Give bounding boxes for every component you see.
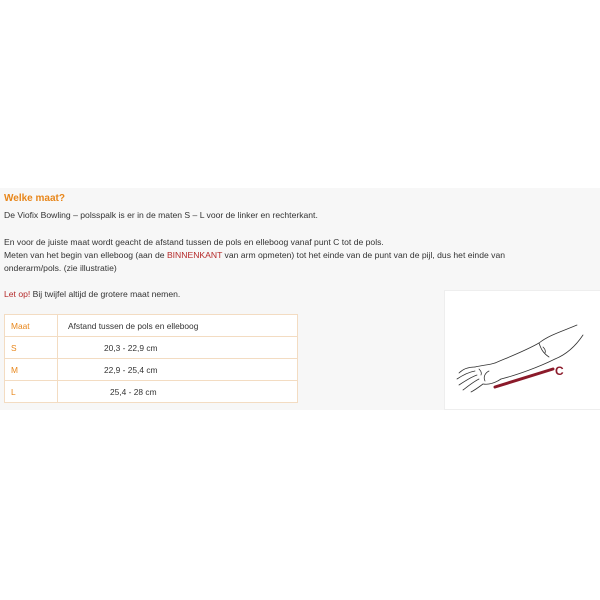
row-size: L [5, 381, 58, 403]
measure-line-2a: Meten van het begin van elleboog (aan de [4, 250, 167, 260]
note-body: Bij twijfel altijd de grotere maat nemen. [30, 289, 181, 299]
point-c-label: C [555, 364, 564, 378]
note-text [4, 288, 180, 301]
table-row [5, 359, 298, 381]
measure-line-1: En voor de juiste maat wordt geacht de afstand tussen de pols en elleboog vanaf punt C tot de pols. [4, 237, 384, 247]
table-header-row [5, 315, 298, 337]
row-range [58, 337, 298, 359]
row-range-value: 25,4 - 28 cm [110, 386, 157, 397]
measure-line-3: onderarm/pols. (zie illustratie) [4, 263, 117, 273]
forearm-illustration [444, 290, 600, 410]
row-size: S [5, 337, 58, 359]
row-range-value: 20,3 - 22,9 cm [104, 342, 158, 353]
measure-line-2b: van arm opmeten) tot het einde van de punt van de pijl, dus het einde van [222, 250, 505, 260]
table-row [5, 381, 298, 403]
intro-text: De Viofix Bowling – polsspalk is er in de maten S – L voor de linker en rechterkant. [4, 210, 318, 220]
row-range-value: 22,9 - 25,4 cm [104, 364, 158, 375]
note-label: Let op! [4, 289, 31, 299]
size-table [4, 314, 298, 403]
forearm-measure-icon [445, 291, 600, 409]
row-range [58, 359, 298, 381]
measure-instructions [4, 236, 505, 275]
row-range [58, 381, 298, 403]
table-row [5, 337, 298, 359]
header-size: Maat [5, 315, 58, 337]
header-range: Afstand tussen de pols en elleboog [58, 315, 298, 337]
row-size: M [5, 359, 58, 381]
measure-highlight: BINNENKANT [166, 250, 223, 260]
section-heading: Welke maat? [4, 193, 65, 204]
